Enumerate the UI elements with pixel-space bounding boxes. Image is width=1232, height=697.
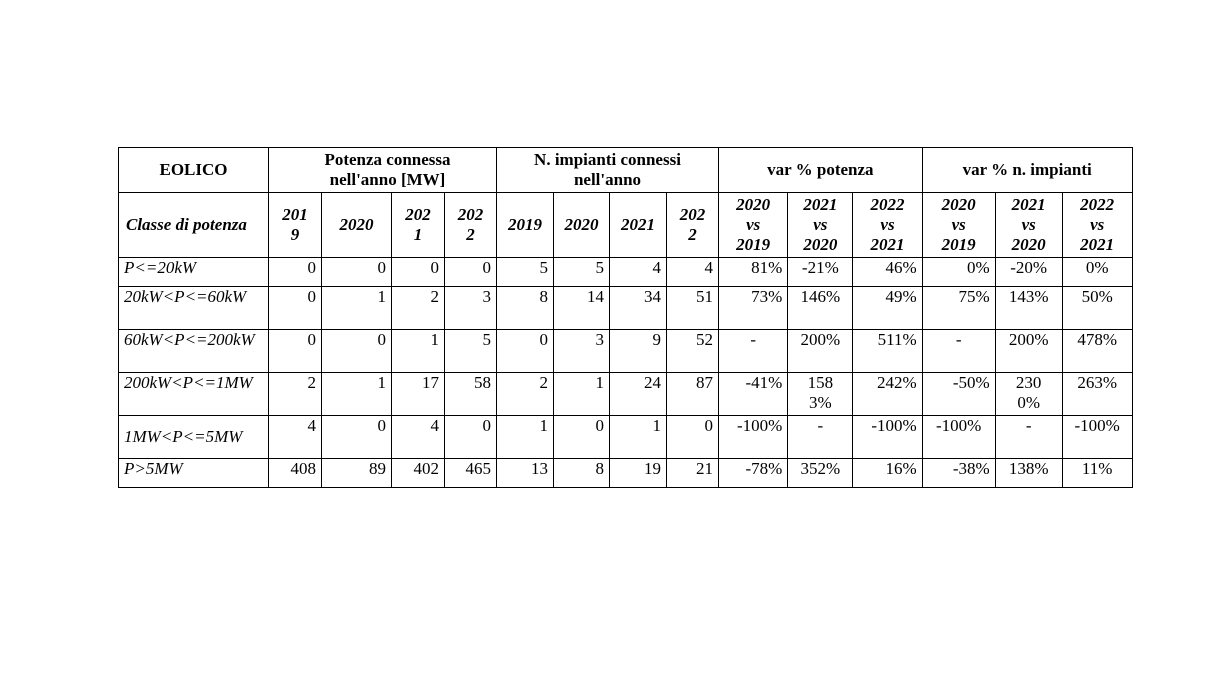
cell-var-impianti: 0% <box>922 258 995 287</box>
cell-potenza: 4 <box>392 416 445 459</box>
cell-var-impianti: 143% <box>995 287 1062 330</box>
row-classe-potenza: 200kW<P<=1MW <box>119 373 269 416</box>
cell-impianti: 4 <box>610 258 667 287</box>
header-var-impianti: var % n. impianti <box>922 148 1132 193</box>
table-row <box>119 258 1133 287</box>
cell-impianti: 19 <box>610 459 667 488</box>
header-potenza-connessa: Potenza connessa nell'anno [MW] <box>269 148 497 193</box>
cell-impianti: 87 <box>667 373 719 416</box>
header-var-potenza: var % potenza <box>719 148 923 193</box>
header-var-pot-period: 2020 vs 2019 <box>719 193 788 258</box>
cell-impianti: 8 <box>554 459 610 488</box>
header-var-pot-period: 2022 vs 2021 <box>853 193 922 258</box>
header-imp-year: 2020 <box>554 193 610 258</box>
cell-var-potenza: 352% <box>788 459 853 488</box>
cell-potenza: 17 <box>392 373 445 416</box>
cell-var-potenza: -100% <box>853 416 922 459</box>
cell-potenza: 58 <box>445 373 497 416</box>
cell-var-potenza: 200% <box>788 330 853 373</box>
cell-var-impianti: 263% <box>1062 373 1132 416</box>
table-row <box>119 330 1133 373</box>
header-pot-year: 2019 <box>269 193 322 258</box>
header-row-years <box>119 193 1133 258</box>
cell-impianti: 2 <box>497 373 554 416</box>
header-pot-year: 2020 <box>322 193 392 258</box>
cell-impianti: 1 <box>554 373 610 416</box>
cell-impianti: 24 <box>610 373 667 416</box>
cell-var-impianti: -100% <box>1062 416 1132 459</box>
cell-potenza: 1 <box>322 373 392 416</box>
cell-potenza: 0 <box>322 330 392 373</box>
cell-potenza: 0 <box>269 258 322 287</box>
cell-var-potenza: -21% <box>788 258 853 287</box>
header-imp-year: 2021 <box>610 193 667 258</box>
cell-impianti: 51 <box>667 287 719 330</box>
cell-impianti: 3 <box>554 330 610 373</box>
header-pot-year: 2022 <box>445 193 497 258</box>
cell-impianti: 5 <box>497 258 554 287</box>
cell-potenza: 0 <box>445 258 497 287</box>
header-pot-year: 2021 <box>392 193 445 258</box>
cell-potenza: 4 <box>269 416 322 459</box>
header-var-imp-period: 2021 vs 2020 <box>995 193 1062 258</box>
cell-var-impianti: 138% <box>995 459 1062 488</box>
cell-var-impianti: -38% <box>922 459 995 488</box>
cell-potenza: 2 <box>269 373 322 416</box>
header-imp-year: 2019 <box>497 193 554 258</box>
cell-var-potenza: - <box>719 330 788 373</box>
eolico-table <box>118 147 1133 488</box>
cell-potenza: 2 <box>392 287 445 330</box>
cell-impianti: 34 <box>610 287 667 330</box>
cell-var-potenza: 46% <box>853 258 922 287</box>
cell-var-potenza: 49% <box>853 287 922 330</box>
cell-var-impianti: 0% <box>1062 258 1132 287</box>
cell-potenza: 465 <box>445 459 497 488</box>
cell-potenza: 0 <box>445 416 497 459</box>
cell-var-potenza: 16% <box>853 459 922 488</box>
cell-impianti: 1 <box>610 416 667 459</box>
cell-potenza: 3 <box>445 287 497 330</box>
cell-var-potenza: 81% <box>719 258 788 287</box>
cell-impianti: 0 <box>554 416 610 459</box>
cell-potenza: 402 <box>392 459 445 488</box>
cell-potenza: 0 <box>322 416 392 459</box>
header-var-imp-period: 2020 vs 2019 <box>922 193 995 258</box>
cell-impianti: 0 <box>497 330 554 373</box>
cell-var-impianti: 478% <box>1062 330 1132 373</box>
table-row <box>119 459 1133 488</box>
cell-impianti: 9 <box>610 330 667 373</box>
cell-impianti: 5 <box>554 258 610 287</box>
cell-var-impianti: 50% <box>1062 287 1132 330</box>
cell-potenza: 0 <box>392 258 445 287</box>
cell-var-impianti: -50% <box>922 373 995 416</box>
cell-var-impianti: 11% <box>1062 459 1132 488</box>
cell-impianti: 21 <box>667 459 719 488</box>
cell-potenza: 1 <box>322 287 392 330</box>
cell-var-impianti: 75% <box>922 287 995 330</box>
row-classe-potenza: 20kW<P<=60kW <box>119 287 269 330</box>
cell-var-potenza: - <box>788 416 853 459</box>
cell-impianti: 13 <box>497 459 554 488</box>
cell-potenza: 0 <box>269 330 322 373</box>
table-row <box>119 287 1133 330</box>
row-classe-potenza: P<=20kW <box>119 258 269 287</box>
cell-impianti: 8 <box>497 287 554 330</box>
header-var-pot-period: 2021 vs 2020 <box>788 193 853 258</box>
header-row-groups <box>119 148 1133 193</box>
cell-potenza: 5 <box>445 330 497 373</box>
cell-var-potenza: 1583% <box>788 373 853 416</box>
cell-var-potenza: -78% <box>719 459 788 488</box>
header-var-imp-period: 2022 vs 2021 <box>1062 193 1132 258</box>
cell-var-potenza: 242% <box>853 373 922 416</box>
header-classe-potenza: Classe di potenza <box>119 193 269 258</box>
cell-var-potenza: 511% <box>853 330 922 373</box>
cell-impianti: 4 <box>667 258 719 287</box>
cell-var-potenza: -100% <box>719 416 788 459</box>
cell-var-impianti: 2300% <box>995 373 1062 416</box>
cell-potenza: 408 <box>269 459 322 488</box>
row-classe-potenza: 1MW<P<=5MW <box>119 416 269 459</box>
header-imp-year: 2022 <box>667 193 719 258</box>
cell-impianti: 0 <box>667 416 719 459</box>
cell-var-potenza: 73% <box>719 287 788 330</box>
cell-impianti: 52 <box>667 330 719 373</box>
cell-potenza: 89 <box>322 459 392 488</box>
cell-var-impianti: - <box>922 330 995 373</box>
cell-var-potenza: -41% <box>719 373 788 416</box>
table-row <box>119 416 1133 459</box>
cell-var-potenza: 146% <box>788 287 853 330</box>
cell-var-impianti: 200% <box>995 330 1062 373</box>
cell-var-impianti: -100% <box>922 416 995 459</box>
cell-impianti: 14 <box>554 287 610 330</box>
cell-impianti: 1 <box>497 416 554 459</box>
table-row <box>119 373 1133 416</box>
header-impianti-connessi: N. impianti connessi nell'anno <box>497 148 719 193</box>
cell-potenza: 1 <box>392 330 445 373</box>
header-eolico: EOLICO <box>119 148 269 193</box>
row-classe-potenza: P>5MW <box>119 459 269 488</box>
cell-var-impianti: -20% <box>995 258 1062 287</box>
row-classe-potenza: 60kW<P<=200kW <box>119 330 269 373</box>
cell-potenza: 0 <box>269 287 322 330</box>
cell-var-impianti: - <box>995 416 1062 459</box>
cell-potenza: 0 <box>322 258 392 287</box>
